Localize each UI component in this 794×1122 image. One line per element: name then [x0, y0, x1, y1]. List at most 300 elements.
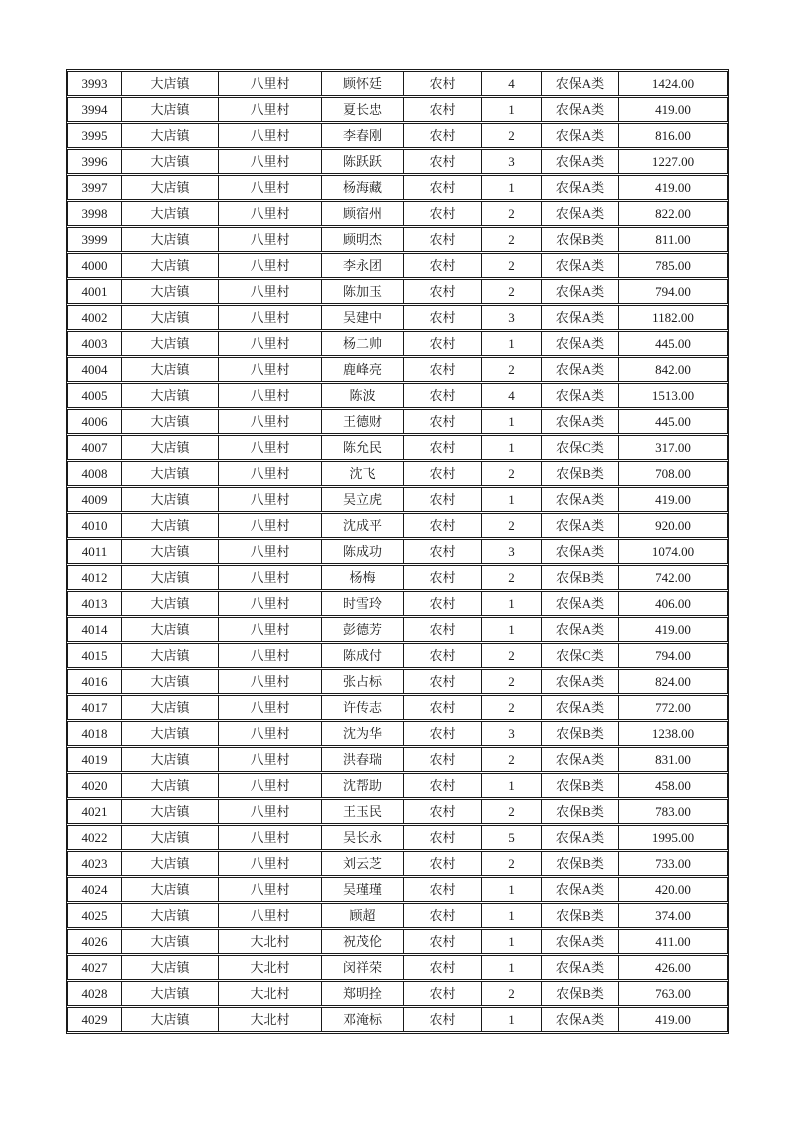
cell-name: 陈允民 [322, 435, 404, 460]
cell-persons: 1 [482, 955, 542, 980]
cell-village: 八里村 [219, 799, 322, 824]
cell-id: 4016 [67, 669, 122, 694]
table-row [67, 513, 728, 538]
cell-category: 农保B类 [542, 981, 619, 1006]
cell-amount: 419.00 [619, 1007, 728, 1032]
cell-persons: 2 [482, 669, 542, 694]
cell-persons: 3 [482, 721, 542, 746]
table-row [67, 591, 728, 616]
cell-town: 大店镇 [122, 747, 219, 772]
cell-amount: 419.00 [619, 617, 728, 642]
cell-residence: 农村 [404, 175, 482, 200]
table-row [67, 175, 728, 200]
cell-town: 大店镇 [122, 981, 219, 1006]
cell-village: 八里村 [219, 383, 322, 408]
cell-town: 大店镇 [122, 201, 219, 226]
cell-residence: 农村 [404, 201, 482, 226]
cell-residence: 农村 [404, 331, 482, 356]
cell-category: 农保A类 [542, 123, 619, 148]
cell-persons: 4 [482, 71, 542, 96]
cell-town: 大店镇 [122, 97, 219, 122]
cell-persons: 1 [482, 331, 542, 356]
cell-category: 农保A类 [542, 305, 619, 330]
cell-amount: 763.00 [619, 981, 728, 1006]
cell-village: 八里村 [219, 279, 322, 304]
cell-id: 3995 [67, 123, 122, 148]
cell-village: 八里村 [219, 513, 322, 538]
cell-amount: 1182.00 [619, 305, 728, 330]
cell-id: 3997 [67, 175, 122, 200]
cell-amount: 445.00 [619, 331, 728, 356]
cell-residence: 农村 [404, 591, 482, 616]
cell-name: 陈跃跃 [322, 149, 404, 174]
cell-name: 顾超 [322, 903, 404, 928]
cell-id: 4023 [67, 851, 122, 876]
cell-category: 农保C类 [542, 643, 619, 668]
cell-town: 大店镇 [122, 617, 219, 642]
cell-amount: 824.00 [619, 669, 728, 694]
cell-town: 大店镇 [122, 591, 219, 616]
table-row [67, 487, 728, 512]
cell-id: 4019 [67, 747, 122, 772]
cell-category: 农保A类 [542, 279, 619, 304]
cell-village: 八里村 [219, 97, 322, 122]
cell-town: 大店镇 [122, 305, 219, 330]
cell-persons: 1 [482, 877, 542, 902]
table-row [67, 747, 728, 772]
cell-name: 吴建中 [322, 305, 404, 330]
cell-residence: 农村 [404, 71, 482, 96]
cell-town: 大店镇 [122, 773, 219, 798]
cell-name: 闵祥荣 [322, 955, 404, 980]
cell-category: 农保A类 [542, 383, 619, 408]
table-row [67, 253, 728, 278]
cell-village: 八里村 [219, 903, 322, 928]
cell-persons: 2 [482, 513, 542, 538]
cell-category: 农保A类 [542, 825, 619, 850]
cell-id: 4002 [67, 305, 122, 330]
cell-residence: 农村 [404, 513, 482, 538]
cell-village: 八里村 [219, 201, 322, 226]
cell-category: 农保B类 [542, 773, 619, 798]
cell-amount: 1995.00 [619, 825, 728, 850]
cell-persons: 2 [482, 695, 542, 720]
cell-residence: 农村 [404, 981, 482, 1006]
cell-category: 农保A类 [542, 591, 619, 616]
cell-id: 4005 [67, 383, 122, 408]
table-row [67, 383, 728, 408]
cell-amount: 783.00 [619, 799, 728, 824]
cell-category: 农保A类 [542, 331, 619, 356]
table-row [67, 71, 728, 96]
cell-category: 农保A类 [542, 695, 619, 720]
cell-name: 吴立虎 [322, 487, 404, 512]
cell-persons: 2 [482, 279, 542, 304]
cell-residence: 农村 [404, 487, 482, 512]
cell-town: 大店镇 [122, 825, 219, 850]
cell-name: 洪春瑞 [322, 747, 404, 772]
cell-amount: 1227.00 [619, 149, 728, 174]
cell-village: 八里村 [219, 305, 322, 330]
table-row [67, 929, 728, 954]
cell-amount: 920.00 [619, 513, 728, 538]
cell-amount: 426.00 [619, 955, 728, 980]
cell-residence: 农村 [404, 747, 482, 772]
cell-category: 农保A类 [542, 71, 619, 96]
cell-residence: 农村 [404, 461, 482, 486]
cell-persons: 4 [482, 383, 542, 408]
cell-village: 八里村 [219, 669, 322, 694]
cell-persons: 1 [482, 617, 542, 642]
cell-category: 农保A类 [542, 175, 619, 200]
cell-name: 沈成平 [322, 513, 404, 538]
table-row [67, 149, 728, 174]
cell-town: 大店镇 [122, 903, 219, 928]
cell-name: 沈为华 [322, 721, 404, 746]
cell-category: 农保A类 [542, 487, 619, 512]
cell-amount: 794.00 [619, 643, 728, 668]
cell-name: 刘云芝 [322, 851, 404, 876]
cell-category: 农保B类 [542, 903, 619, 928]
cell-persons: 1 [482, 175, 542, 200]
cell-category: 农保B类 [542, 721, 619, 746]
cell-residence: 农村 [404, 721, 482, 746]
benefits-table-frame [66, 69, 729, 1034]
cell-name: 李春刚 [322, 123, 404, 148]
cell-id: 4003 [67, 331, 122, 356]
cell-category: 农保A类 [542, 513, 619, 538]
cell-town: 大店镇 [122, 955, 219, 980]
cell-amount: 419.00 [619, 175, 728, 200]
cell-persons: 1 [482, 929, 542, 954]
cell-village: 八里村 [219, 591, 322, 616]
table-row [67, 539, 728, 564]
table-row [67, 643, 728, 668]
cell-town: 大店镇 [122, 435, 219, 460]
cell-village: 大北村 [219, 929, 322, 954]
cell-residence: 农村 [404, 1007, 482, 1032]
cell-town: 大店镇 [122, 357, 219, 382]
cell-id: 4021 [67, 799, 122, 824]
cell-name: 杨海藏 [322, 175, 404, 200]
cell-category: 农保A类 [542, 617, 619, 642]
cell-amount: 816.00 [619, 123, 728, 148]
cell-village: 八里村 [219, 487, 322, 512]
cell-persons: 2 [482, 201, 542, 226]
cell-name: 时雪玲 [322, 591, 404, 616]
cell-category: 农保A类 [542, 539, 619, 564]
cell-name: 吴瑾瑾 [322, 877, 404, 902]
cell-id: 4007 [67, 435, 122, 460]
cell-amount: 794.00 [619, 279, 728, 304]
cell-id: 4006 [67, 409, 122, 434]
table-row [67, 617, 728, 642]
cell-id: 4024 [67, 877, 122, 902]
cell-name: 王德财 [322, 409, 404, 434]
cell-residence: 农村 [404, 773, 482, 798]
cell-town: 大店镇 [122, 721, 219, 746]
cell-name: 杨梅 [322, 565, 404, 590]
cell-name: 鹿峰亮 [322, 357, 404, 382]
table-row [67, 305, 728, 330]
cell-village: 八里村 [219, 253, 322, 278]
cell-residence: 农村 [404, 409, 482, 434]
cell-residence: 农村 [404, 799, 482, 824]
table-row [67, 565, 728, 590]
cell-village: 八里村 [219, 409, 322, 434]
cell-id: 4013 [67, 591, 122, 616]
table-row [67, 331, 728, 356]
cell-village: 八里村 [219, 747, 322, 772]
cell-town: 大店镇 [122, 149, 219, 174]
cell-category: 农保A类 [542, 929, 619, 954]
cell-name: 张占标 [322, 669, 404, 694]
cell-name: 郑明拴 [322, 981, 404, 1006]
cell-village: 八里村 [219, 773, 322, 798]
cell-id: 4015 [67, 643, 122, 668]
cell-category: 农保B类 [542, 461, 619, 486]
cell-residence: 农村 [404, 149, 482, 174]
cell-amount: 811.00 [619, 227, 728, 252]
cell-category: 农保A类 [542, 955, 619, 980]
table-row [67, 955, 728, 980]
cell-town: 大店镇 [122, 279, 219, 304]
cell-name: 吴长永 [322, 825, 404, 850]
cell-persons: 1 [482, 1007, 542, 1032]
cell-residence: 农村 [404, 669, 482, 694]
cell-name: 李永团 [322, 253, 404, 278]
cell-amount: 458.00 [619, 773, 728, 798]
cell-amount: 374.00 [619, 903, 728, 928]
cell-amount: 831.00 [619, 747, 728, 772]
cell-town: 大店镇 [122, 695, 219, 720]
cell-town: 大店镇 [122, 539, 219, 564]
cell-amount: 420.00 [619, 877, 728, 902]
cell-persons: 2 [482, 461, 542, 486]
cell-residence: 农村 [404, 695, 482, 720]
cell-residence: 农村 [404, 825, 482, 850]
cell-residence: 农村 [404, 227, 482, 252]
cell-residence: 农村 [404, 435, 482, 460]
cell-town: 大店镇 [122, 643, 219, 668]
cell-residence: 农村 [404, 955, 482, 980]
cell-village: 八里村 [219, 695, 322, 720]
cell-name: 陈成付 [322, 643, 404, 668]
cell-persons: 3 [482, 305, 542, 330]
table-row [67, 903, 728, 928]
cell-village: 八里村 [219, 461, 322, 486]
cell-village: 八里村 [219, 643, 322, 668]
cell-amount: 785.00 [619, 253, 728, 278]
table-row [67, 695, 728, 720]
cell-id: 3994 [67, 97, 122, 122]
cell-category: 农保A类 [542, 253, 619, 278]
cell-amount: 317.00 [619, 435, 728, 460]
cell-residence: 农村 [404, 565, 482, 590]
cell-name: 顾明杰 [322, 227, 404, 252]
cell-id: 4026 [67, 929, 122, 954]
cell-village: 八里村 [219, 877, 322, 902]
cell-town: 大店镇 [122, 409, 219, 434]
cell-id: 4017 [67, 695, 122, 720]
cell-persons: 2 [482, 851, 542, 876]
cell-amount: 411.00 [619, 929, 728, 954]
cell-residence: 农村 [404, 305, 482, 330]
cell-category: 农保A类 [542, 409, 619, 434]
cell-category: 农保A类 [542, 877, 619, 902]
cell-amount: 708.00 [619, 461, 728, 486]
cell-category: 农保A类 [542, 357, 619, 382]
cell-category: 农保A类 [542, 669, 619, 694]
cell-category: 农保B类 [542, 851, 619, 876]
cell-name: 顾怀廷 [322, 71, 404, 96]
table-row [67, 669, 728, 694]
cell-village: 八里村 [219, 539, 322, 564]
cell-persons: 2 [482, 565, 542, 590]
cell-town: 大店镇 [122, 1007, 219, 1032]
cell-residence: 农村 [404, 97, 482, 122]
cell-name: 顾宿州 [322, 201, 404, 226]
table-row [67, 435, 728, 460]
cell-village: 八里村 [219, 357, 322, 382]
table-row [67, 357, 728, 382]
cell-village: 大北村 [219, 1007, 322, 1032]
cell-residence: 农村 [404, 383, 482, 408]
cell-name: 祝茂伦 [322, 929, 404, 954]
cell-persons: 2 [482, 227, 542, 252]
table-row [67, 201, 728, 226]
cell-category: 农保B类 [542, 799, 619, 824]
cell-persons: 1 [482, 435, 542, 460]
cell-amount: 822.00 [619, 201, 728, 226]
cell-village: 八里村 [219, 149, 322, 174]
cell-persons: 1 [482, 487, 542, 512]
cell-residence: 农村 [404, 357, 482, 382]
cell-id: 4001 [67, 279, 122, 304]
cell-village: 八里村 [219, 721, 322, 746]
cell-town: 大店镇 [122, 929, 219, 954]
cell-category: 农保A类 [542, 1007, 619, 1032]
table-row [67, 799, 728, 824]
cell-id: 4027 [67, 955, 122, 980]
cell-persons: 3 [482, 149, 542, 174]
cell-village: 八里村 [219, 565, 322, 590]
cell-persons: 1 [482, 903, 542, 928]
cell-village: 八里村 [219, 617, 322, 642]
cell-village: 八里村 [219, 851, 322, 876]
cell-id: 4009 [67, 487, 122, 512]
cell-amount: 445.00 [619, 409, 728, 434]
table-row [67, 461, 728, 486]
table-row [67, 721, 728, 746]
cell-category: 农保A类 [542, 201, 619, 226]
cell-persons: 2 [482, 357, 542, 382]
cell-town: 大店镇 [122, 461, 219, 486]
table-row [67, 1007, 728, 1032]
cell-name: 沈飞 [322, 461, 404, 486]
cell-residence: 农村 [404, 539, 482, 564]
cell-category: 农保B类 [542, 227, 619, 252]
cell-town: 大店镇 [122, 253, 219, 278]
cell-town: 大店镇 [122, 877, 219, 902]
cell-amount: 742.00 [619, 565, 728, 590]
table-row [67, 123, 728, 148]
cell-id: 4008 [67, 461, 122, 486]
table-row [67, 227, 728, 252]
cell-id: 4022 [67, 825, 122, 850]
cell-residence: 农村 [404, 903, 482, 928]
table-row [67, 773, 728, 798]
cell-persons: 1 [482, 97, 542, 122]
cell-persons: 3 [482, 539, 542, 564]
cell-village: 大北村 [219, 955, 322, 980]
cell-town: 大店镇 [122, 71, 219, 96]
cell-amount: 733.00 [619, 851, 728, 876]
cell-amount: 772.00 [619, 695, 728, 720]
cell-id: 4018 [67, 721, 122, 746]
cell-category: 农保B类 [542, 565, 619, 590]
cell-amount: 1424.00 [619, 71, 728, 96]
cell-id: 4020 [67, 773, 122, 798]
cell-id: 4014 [67, 617, 122, 642]
cell-category: 农保A类 [542, 149, 619, 174]
cell-amount: 1513.00 [619, 383, 728, 408]
cell-town: 大店镇 [122, 175, 219, 200]
table-row [67, 877, 728, 902]
cell-residence: 农村 [404, 877, 482, 902]
cell-persons: 5 [482, 825, 542, 850]
table-row [67, 97, 728, 122]
cell-village: 八里村 [219, 175, 322, 200]
cell-id: 3999 [67, 227, 122, 252]
cell-village: 八里村 [219, 227, 322, 252]
cell-id: 4025 [67, 903, 122, 928]
cell-persons: 1 [482, 409, 542, 434]
cell-town: 大店镇 [122, 487, 219, 512]
cell-residence: 农村 [404, 123, 482, 148]
cell-village: 八里村 [219, 825, 322, 850]
cell-name: 王玉民 [322, 799, 404, 824]
table-row [67, 981, 728, 1006]
records-table-body [67, 71, 728, 1032]
cell-amount: 1238.00 [619, 721, 728, 746]
cell-id: 4010 [67, 513, 122, 538]
cell-name: 邓淹标 [322, 1007, 404, 1032]
benefits-table [67, 70, 728, 1033]
cell-amount: 419.00 [619, 97, 728, 122]
cell-town: 大店镇 [122, 227, 219, 252]
cell-town: 大店镇 [122, 331, 219, 356]
table-row [67, 279, 728, 304]
cell-village: 八里村 [219, 435, 322, 460]
cell-village: 八里村 [219, 71, 322, 96]
cell-id: 4028 [67, 981, 122, 1006]
cell-residence: 农村 [404, 851, 482, 876]
cell-persons: 2 [482, 253, 542, 278]
cell-id: 4012 [67, 565, 122, 590]
cell-residence: 农村 [404, 253, 482, 278]
cell-town: 大店镇 [122, 851, 219, 876]
cell-residence: 农村 [404, 929, 482, 954]
cell-persons: 2 [482, 981, 542, 1006]
cell-name: 彭德芳 [322, 617, 404, 642]
cell-name: 杨二帅 [322, 331, 404, 356]
cell-town: 大店镇 [122, 513, 219, 538]
cell-amount: 1074.00 [619, 539, 728, 564]
cell-town: 大店镇 [122, 565, 219, 590]
cell-persons: 1 [482, 773, 542, 798]
cell-town: 大店镇 [122, 123, 219, 148]
